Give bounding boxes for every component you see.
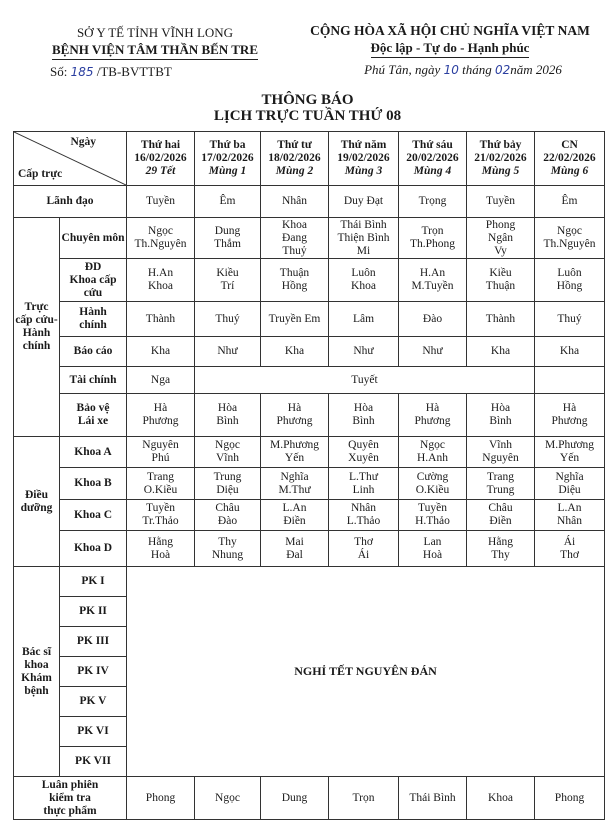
table-cell: Nghĩa M.Thư [261, 468, 329, 500]
corner-cell [14, 132, 127, 186]
table-cell: Ngọc Vĩnh [195, 437, 261, 468]
table-cell: Hằng Hoà [127, 531, 195, 567]
row-label: Luân phiên kiểm tra thực phẩm [14, 777, 127, 820]
row-label: Khoa B [60, 468, 127, 500]
table-cell: Hòa Bình [195, 394, 261, 437]
row-label: PK II [60, 597, 127, 627]
table-cell: Thuý [535, 302, 605, 337]
table-cell: Kha [127, 337, 195, 367]
table-cell: Thành [127, 302, 195, 337]
table-cell: Tuyền H.Thảo [399, 500, 467, 531]
row-dd-cap-cuu [14, 259, 605, 302]
row-label: Báo cáo [60, 337, 127, 367]
day-header: Thứ năm 19/02/2026 Mùng 3 [329, 132, 399, 186]
table-cell: Trọn [329, 777, 399, 820]
table-cell: Ái Thơ [535, 531, 605, 567]
table-cell: Thy Nhung [195, 531, 261, 567]
table-cell: Kha [467, 337, 535, 367]
row-khoa-d [14, 531, 605, 567]
table-cell: Ngọc [195, 777, 261, 820]
schedule-title: LỊCH TRỰC TUẦN THỨ 08 [213, 108, 402, 124]
row-label: PK V [60, 687, 127, 717]
table-cell [535, 367, 605, 394]
day-header: Thứ ba 17/02/2026 Mùng 1 [195, 132, 261, 186]
country-name: CỘNG HÒA XÃ HỘI CHỦ NGHĨA VIỆT NAM [310, 23, 590, 38]
row-chuyen-mon [14, 218, 605, 259]
table-cell: Ngọc Th.Nguyên [127, 218, 195, 259]
table-cell: Luôn Hồng [535, 259, 605, 302]
table-cell: Hằng Thy [467, 531, 535, 567]
hospital-name: BỆNH VIỆN TÂM THẦN BẾN TRE [52, 41, 258, 60]
table-cell: Cường O.Kiều [399, 468, 467, 500]
table-cell: Trọng [399, 186, 467, 218]
table-cell: Êm [195, 186, 261, 218]
table-cell: H.An M.Tuyền [399, 259, 467, 302]
duty-schedule-table [13, 131, 605, 820]
table-cell: Tuyết [195, 367, 535, 394]
corner-day-label: Ngày [70, 136, 96, 148]
day-header: Thứ hai 16/02/2026 29 Tết [127, 132, 195, 186]
table-cell: Trung Diệu [195, 468, 261, 500]
table-cell: Như [329, 337, 399, 367]
row-label: ĐD Khoa cấp cứu [60, 259, 127, 302]
table-cell: L.An Nhân [535, 500, 605, 531]
row-label: PK III [60, 627, 127, 657]
row-bao-ve [14, 394, 605, 437]
table-cell: L.Thư Linh [329, 468, 399, 500]
day-header: Thứ tư 18/02/2026 Mùng 2 [261, 132, 329, 186]
table-cell: Lâm [329, 302, 399, 337]
table-cell: Tuyền [127, 186, 195, 218]
table-cell: L.An Điền [261, 500, 329, 531]
table-cell: Hà Phương [399, 394, 467, 437]
notice-title: THÔNG BÁO [261, 92, 354, 108]
row-luan-phien [14, 777, 605, 820]
group-label-dieu-duong: Điều dưỡng [14, 437, 60, 567]
group-label-truc: Trực cấp cứu-Hành chính [14, 218, 60, 437]
table-cell: Quyên Xuyên [329, 437, 399, 468]
table-cell: Duy Đạt [329, 186, 399, 218]
document-header [0, 0, 615, 122]
table-cell: Châu Điền [467, 500, 535, 531]
table-cell: Hà Phương [535, 394, 605, 437]
table-cell: Vĩnh Nguyên [467, 437, 535, 468]
table-cell: Ngọc H.Anh [399, 437, 467, 468]
table-cell: Kha [535, 337, 605, 367]
row-label: Lãnh đạo [14, 186, 127, 218]
table-cell: Truyền Em [261, 302, 329, 337]
table-cell: Nghĩa Diệu [535, 468, 605, 500]
row-label: Khoa D [60, 531, 127, 567]
issuer-block [30, 24, 280, 60]
holiday-notice: NGHỈ TẾT NGUYÊN ĐÁN [127, 567, 605, 777]
table-cell: Nga [127, 367, 195, 394]
table-cell: Hà Phương [127, 394, 195, 437]
table-cell: Châu Đào [195, 500, 261, 531]
table-cell: Dung Thắm [195, 218, 261, 259]
table-cell: M.Phương Yến [535, 437, 605, 468]
table-cell: Thái Bình Thiện Bình Mi [329, 218, 399, 259]
row-khoa-c [14, 500, 605, 531]
table-cell: Luôn Khoa [329, 259, 399, 302]
table-cell: Thuận Hồng [261, 259, 329, 302]
row-lanh-dao [14, 186, 605, 218]
table-cell: Êm [535, 186, 605, 218]
table-cell: H.An Khoa [127, 259, 195, 302]
row-hanh-chinh [14, 302, 605, 337]
table-cell: Hòa Bình [329, 394, 399, 437]
table-cell: Khoa Đang Thuỷ [261, 218, 329, 259]
row-label: Hành chính [60, 302, 127, 337]
row-label: Chuyên môn [60, 218, 127, 259]
motto: Độc lập - Tự do - Hạnh phúc [371, 39, 530, 58]
table-cell: Khoa [467, 777, 535, 820]
table-cell: Đào [399, 302, 467, 337]
table-cell: Thành [467, 302, 535, 337]
national-motto [295, 22, 605, 58]
table-cell: Phong Ngân Vy [467, 218, 535, 259]
table-cell: Trọn Th.Phong [399, 218, 467, 259]
row-label: Tài chính [60, 367, 127, 394]
table-cell: Trang Trung [467, 468, 535, 500]
table-cell: Nguyên Phú [127, 437, 195, 468]
table-cell: Kiều Trí [195, 259, 261, 302]
table-cell: Như [195, 337, 261, 367]
table-cell: Tuyền [467, 186, 535, 218]
table-cell: Thái Bình [399, 777, 467, 820]
table-cell: Nhân [261, 186, 329, 218]
row-label: PK IV [60, 657, 127, 687]
department-name: SỞ Y TẾ TỈNH VĨNH LONG [76, 25, 234, 40]
row-khoa-a [14, 437, 605, 468]
table-cell: Ngọc Th.Nguyên [535, 218, 605, 259]
day-header: Thứ sáu 20/02/2026 Mùng 4 [399, 132, 467, 186]
row-label: Bảo vệ Lái xe [60, 394, 127, 437]
table-cell: Dung [261, 777, 329, 820]
table-cell: Kha [261, 337, 329, 367]
document-number: Số: 185 /TB-BVTTBT [50, 64, 172, 79]
row-pk [14, 567, 605, 597]
header-row [14, 132, 605, 186]
table-cell: Phong [127, 777, 195, 820]
row-label: Khoa A [60, 437, 127, 468]
table-cell: M.Phương Yến [261, 437, 329, 468]
table-cell: Như [399, 337, 467, 367]
table-cell: Hòa Bình [467, 394, 535, 437]
row-khoa-b [14, 468, 605, 500]
row-bao-cao [14, 337, 605, 367]
table-cell: Lan Hoà [399, 531, 467, 567]
table-cell: Tuyền Tr.Thảo [127, 500, 195, 531]
table-cell: Thơ Ái [329, 531, 399, 567]
corner-level-label: Cấp trực [18, 168, 63, 180]
day-header: CN 22/02/2026 Mùng 6 [535, 132, 605, 186]
row-label: PK I [60, 567, 127, 597]
table-cell: Mai Đal [261, 531, 329, 567]
row-label: PK VI [60, 717, 127, 747]
table-cell: Phong [535, 777, 605, 820]
document-number-handwritten: 185 [70, 65, 94, 79]
table-cell: Hà Phương [261, 394, 329, 437]
row-label: Khoa C [60, 500, 127, 531]
day-header: Thứ bảy 21/02/2026 Mùng 5 [467, 132, 535, 186]
issue-date: Phú Tân, ngày 10 tháng 02năm 2026 [364, 62, 562, 77]
table-cell: Kiều Thuận [467, 259, 535, 302]
table-cell: Thuý [195, 302, 261, 337]
row-tai-chinh [14, 367, 605, 394]
table-cell: Trang O.Kiều [127, 468, 195, 500]
row-label: PK VII [60, 747, 127, 777]
group-label-bac-si: Bác sĩ khoa Khám bệnh [14, 567, 60, 777]
table-cell: Nhân L.Thảo [329, 500, 399, 531]
